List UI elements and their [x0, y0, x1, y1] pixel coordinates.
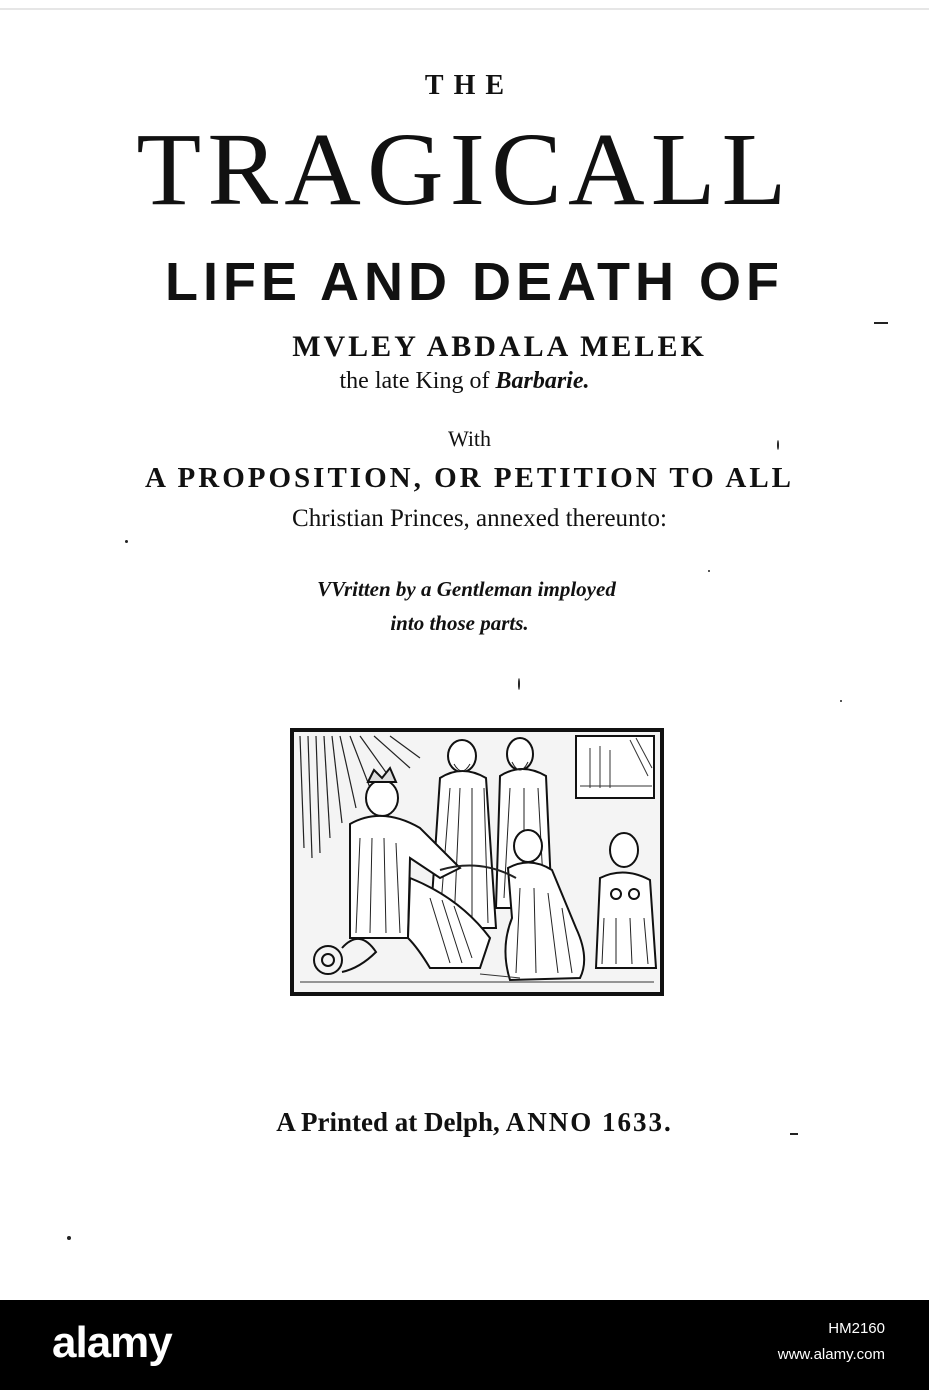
top-divider [0, 8, 929, 10]
ink-speck [840, 700, 842, 702]
imprint-place: A Printed at Delph, [276, 1107, 500, 1137]
image-id: HM2160 [828, 1320, 885, 1337]
woodcut-illustration-icon [290, 728, 664, 996]
ink-speck [518, 678, 520, 690]
with-line: With [447, 426, 492, 451]
imprint-year: ANNO 1633. [505, 1107, 673, 1137]
king-descriptor [0, 368, 929, 395]
title-the: THE [424, 70, 515, 101]
author-line-2: into those parts. [390, 611, 529, 635]
ink-speck [777, 440, 779, 450]
brand-logo: alamy [52, 1318, 172, 1367]
ink-speck [708, 570, 710, 572]
ink-speck [125, 540, 128, 543]
christian-princes-line: Christian Princes, annexed thereunto: [292, 505, 667, 532]
king-descriptor-prefix: the late King of [339, 368, 496, 394]
ink-speck [67, 1236, 71, 1240]
king-descriptor-place: Barbarie. [495, 368, 590, 394]
proposition-line: A PROPOSITION, OR PETITION TO ALL [144, 462, 795, 494]
title-subtitle: LIFE AND DEATH OF [165, 252, 784, 312]
author-line-1: VVritten by a Gentleman imployed [317, 577, 616, 601]
ink-speck [790, 1133, 798, 1135]
page-title: TRAGICALL [136, 112, 793, 227]
king-name: MVLEY ABDALA MELEK [292, 330, 707, 363]
footer-url: www.alamy.com [777, 1346, 885, 1363]
ink-speck [874, 322, 888, 324]
